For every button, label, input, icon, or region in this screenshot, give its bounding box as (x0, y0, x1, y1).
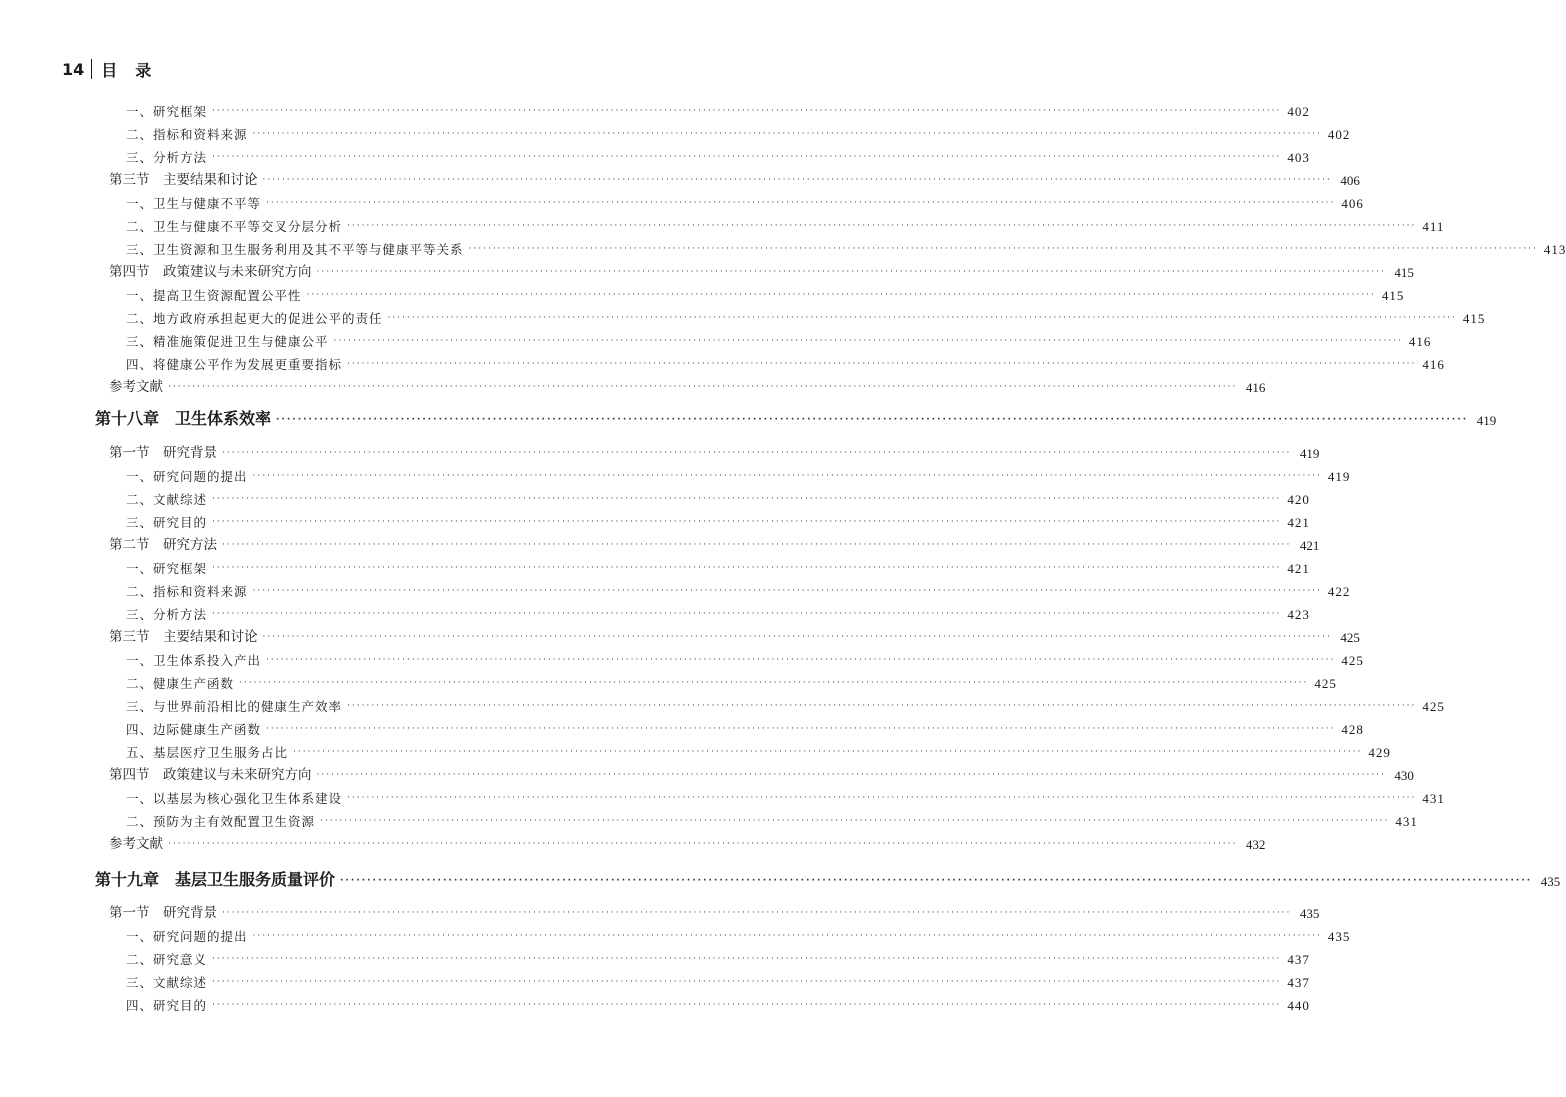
dot-leader: ···························································································································································································································· (252, 129, 1322, 139)
toc-entry-title: 三、研究目的 (126, 514, 208, 530)
toc-entry-title: 第十九章 基层卫生服务质量评价 (95, 870, 336, 889)
dot-leader: ···························································································································································································································· (212, 1000, 1282, 1010)
toc-subsection (126, 309, 1486, 326)
toc-entry-title: 二、研究意义 (126, 951, 208, 967)
toc-entry-title: 一、研究框架 (126, 560, 208, 576)
toc-subsection (126, 102, 1310, 119)
running-title: 目录 (101, 60, 170, 80)
toc-entry-title: 四、研究目的 (126, 997, 208, 1013)
toc-entry-title: 一、研究框架 (126, 103, 208, 119)
dot-leader: ···························································································································································································································· (276, 415, 1469, 425)
toc-entry-title: 第三节 主要结果和讨论 (109, 628, 258, 645)
toc-section (109, 171, 1360, 188)
toc-entry-page: 437 (1287, 952, 1310, 967)
toc-entry-page: 429 (1368, 745, 1391, 760)
dot-leader: ···························································································································································································································· (316, 770, 1386, 780)
toc-subsection (126, 789, 1445, 806)
toc-entry-page: 415 (1462, 311, 1486, 326)
dot-leader: ···························································································································································································································· (212, 954, 1282, 964)
toc-entry-title: 第四节 政策建议与未来研究方向 (109, 263, 312, 280)
toc-subsection (126, 651, 1364, 668)
toc-entry-page: 413 (1543, 242, 1566, 257)
toc-entry-page: 402 (1327, 127, 1351, 142)
toc-entry-title: 参考文献 (109, 378, 163, 395)
toc-subsection (126, 286, 1405, 303)
toc-entry-title: 四、边际健康生产函数 (126, 721, 262, 737)
toc-entry-title: 第二节 研究方法 (109, 536, 217, 553)
toc-entry-title: 一、研究问题的提出 (126, 468, 248, 484)
toc-entry-title: 三、卫生资源和卫生服务利用及其不平等与健康平等关系 (126, 241, 464, 257)
toc-entry-title: 一、以基层为核心强化卫生体系建设 (126, 790, 343, 806)
toc-entry-page: 411 (1422, 219, 1445, 234)
toc-entry-title: 一、卫生与健康不平等 (126, 195, 262, 211)
dot-leader: ···························································································································································································································· (212, 517, 1282, 527)
toc-section (109, 835, 1266, 852)
dot-leader: ···························································································································································································································· (293, 747, 1363, 757)
dot-leader: ···························································································································································································································· (266, 198, 1336, 208)
toc-entry-page: 422 (1327, 584, 1351, 599)
toc-subsection (126, 332, 1432, 349)
dot-leader: ···························································································································································································································· (212, 609, 1282, 619)
toc-entry-page: 428 (1341, 722, 1364, 737)
toc-entry-page: 435 (1299, 906, 1320, 921)
toc-section (109, 378, 1266, 395)
dot-leader: ···························································································································································································································· (347, 359, 1417, 369)
toc-entry-page: 431 (1422, 791, 1445, 806)
dot-leader: ···························································································································································································································· (252, 471, 1322, 481)
toc-entry-title: 第一节 研究背景 (109, 904, 217, 921)
toc-entry-page: 421 (1287, 515, 1310, 530)
toc-subsection (126, 720, 1364, 737)
toc-entry-page: 416 (1408, 334, 1432, 349)
toc-entry-page: 415 (1394, 265, 1414, 280)
toc-entry-page: 420 (1287, 492, 1310, 507)
dot-leader: ···························································································································································································································· (222, 448, 1292, 458)
toc-subsection (126, 950, 1310, 967)
toc-entry-page: 425 (1340, 630, 1360, 645)
toc-entry-title: 一、研究问题的提出 (126, 928, 248, 944)
toc-subsection (126, 582, 1351, 599)
toc-entry-title: 三、精准施策促进卫生与健康公平 (126, 333, 329, 349)
toc-section (109, 536, 1320, 553)
toc-entry-title: 第四节 政策建议与未来研究方向 (109, 766, 312, 783)
toc-entry-title: 二、卫生与健康不平等交叉分层分析 (126, 218, 343, 234)
toc-entry-page: 440 (1287, 998, 1310, 1013)
toc-entry-page: 403 (1287, 150, 1310, 165)
toc-entry-page: 419 (1327, 469, 1351, 484)
toc-entry-title: 一、卫生体系投入产出 (126, 652, 262, 668)
toc-chapter (95, 409, 1497, 428)
dot-leader: ···························································································································································································································· (212, 563, 1282, 573)
toc-subsection (126, 812, 1418, 829)
toc-subsection (126, 490, 1310, 507)
toc-entry-title: 三、与世界前沿相比的健康生产效率 (126, 698, 343, 714)
toc-entry-title: 三、文献综述 (126, 974, 208, 990)
toc-entry-page: 419 (1299, 446, 1320, 461)
dot-leader: ···························································································································································································································· (387, 313, 1457, 323)
dot-leader: ···························································································································································································································· (212, 977, 1282, 987)
toc-entry-page: 437 (1287, 975, 1310, 990)
toc-chapter (95, 870, 1561, 889)
toc-entry-page: 431 (1395, 814, 1418, 829)
toc-entry-title: 三、分析方法 (126, 606, 208, 622)
header-divider (91, 59, 92, 79)
dot-leader: ···························································································································································································································· (316, 267, 1386, 277)
toc-entry-page: 425 (1314, 676, 1337, 691)
toc-entry-page: 421 (1299, 538, 1320, 553)
dot-leader: ···························································································································································································································· (212, 106, 1282, 116)
dot-leader: ···························································································································································································································· (262, 632, 1332, 642)
toc-subsection (126, 996, 1310, 1013)
dot-leader: ···························································································································································································································· (239, 678, 1309, 688)
dot-leader: ···························································································································································································································· (212, 494, 1282, 504)
toc-entry-title: 四、将健康公平作为发展更重要指标 (126, 356, 343, 372)
toc-subsection (126, 559, 1310, 576)
dot-leader: ···························································································································································································································· (306, 290, 1376, 300)
dot-leader: ···························································································································································································································· (212, 152, 1282, 162)
toc-subsection (126, 743, 1391, 760)
toc-subsection (126, 973, 1310, 990)
toc-entry-page: 425 (1422, 699, 1445, 714)
toc-entry-title: 第十八章 卫生体系效率 (95, 409, 272, 428)
toc-subsection (126, 927, 1351, 944)
toc-entry-page: 430 (1394, 768, 1414, 783)
toc-entry-title: 二、预防为主有效配置卫生资源 (126, 813, 316, 829)
page-header (62, 58, 169, 80)
toc-entry-title: 二、地方政府承担起更大的促进公平的责任 (126, 310, 383, 326)
toc-entry-title: 五、基层医疗卫生服务占比 (126, 744, 289, 760)
dot-leader: ···························································································································································································································· (168, 839, 1238, 849)
dot-leader: ···························································································································································································································· (468, 244, 1538, 254)
dot-leader: ···························································································································································································································· (347, 701, 1417, 711)
toc-entry-page: 406 (1340, 173, 1360, 188)
toc-entry-title: 二、文献综述 (126, 491, 208, 507)
dot-leader: ···························································································································································································································· (266, 655, 1336, 665)
toc-subsection (126, 217, 1445, 234)
toc-entry-page: 416 (1422, 357, 1445, 372)
page-number: 14 (62, 59, 85, 79)
toc-entry-page: 435 (1540, 874, 1561, 889)
toc-subsection (126, 355, 1445, 372)
toc-section (109, 628, 1360, 645)
toc-entry-page: 421 (1287, 561, 1310, 576)
toc-entry-title: 第三节 主要结果和讨论 (109, 171, 258, 188)
toc-entry-page: 419 (1476, 413, 1497, 428)
toc-entry-title: 第一节 研究背景 (109, 444, 217, 461)
toc-entry-title: 一、提高卫生资源配置公平性 (126, 287, 302, 303)
dot-leader: ···························································································································································································································· (340, 876, 1533, 886)
dot-leader: ···························································································································································································································· (222, 908, 1292, 918)
toc-subsection (126, 125, 1351, 142)
toc-section (109, 263, 1414, 280)
dot-leader: ···························································································································································································································· (347, 793, 1417, 803)
toc-subsection (126, 697, 1445, 714)
dot-leader: ···························································································································································································································· (168, 382, 1238, 392)
toc-entry-title: 二、指标和资料来源 (126, 126, 248, 142)
dot-leader: ···························································································································································································································· (347, 221, 1417, 231)
dot-leader: ···························································································································································································································· (252, 931, 1322, 941)
toc-entry-title: 参考文献 (109, 835, 163, 852)
toc-entry-title: 三、分析方法 (126, 149, 208, 165)
toc-section (109, 904, 1320, 921)
toc-entry-page: 432 (1245, 837, 1266, 852)
toc-subsection (126, 674, 1337, 691)
toc-subsection (126, 148, 1310, 165)
dot-leader: ···························································································································································································································· (266, 724, 1336, 734)
dot-leader: ···························································································································································································································· (333, 336, 1403, 346)
toc-entry-title: 二、指标和资料来源 (126, 583, 248, 599)
dot-leader: ···························································································································································································································· (222, 540, 1292, 550)
toc-subsection (126, 467, 1351, 484)
toc-entry-title: 二、健康生产函数 (126, 675, 235, 691)
toc-subsection (126, 513, 1310, 530)
dot-leader: ···························································································································································································································· (320, 816, 1390, 826)
toc-entry-page: 406 (1341, 196, 1364, 211)
toc-subsection (126, 240, 1566, 257)
toc-subsection (126, 194, 1364, 211)
toc-entry-page: 415 (1381, 288, 1405, 303)
toc-subsection (126, 605, 1310, 622)
dot-leader: ···························································································································································································································· (262, 175, 1332, 185)
dot-leader: ···························································································································································································································· (252, 586, 1322, 596)
toc-section (109, 766, 1414, 783)
toc-entry-page: 435 (1327, 929, 1351, 944)
toc-entry-page: 425 (1341, 653, 1364, 668)
toc-entry-page: 416 (1245, 380, 1266, 395)
toc-entry-page: 402 (1287, 104, 1310, 119)
toc-section (109, 444, 1320, 461)
toc-entry-page: 423 (1287, 607, 1310, 622)
